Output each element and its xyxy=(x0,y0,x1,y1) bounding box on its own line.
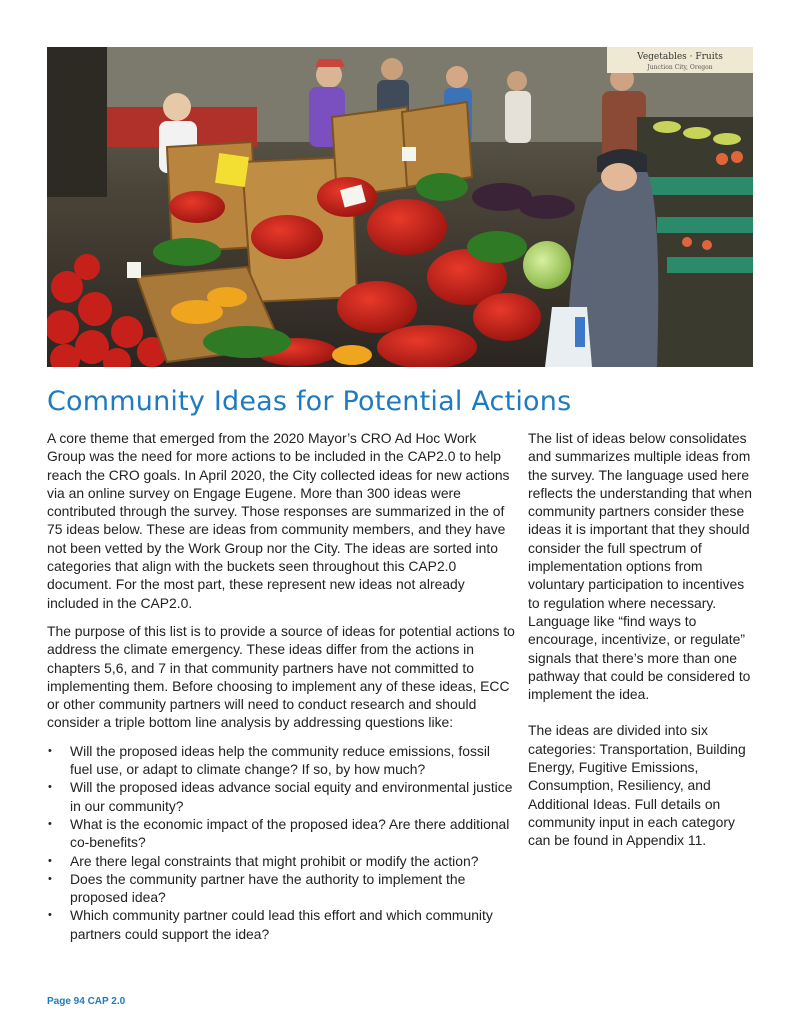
language-paragraph: The list of ideas below consolidates and summarizes multiple ideas from the survey. The language used here reflects the understanding that when community partners consider these ideas it is important that they should consider the full spectrum of implementation options from voluntary participation to incentives to regulation where necessary. Language like “find ways to encourage, incentivize, or regulate” signals that there’s more than one pathway that could be considered to implement the idea. xyxy=(528,430,752,703)
produce-sign-text: Vegetables · Fruits xyxy=(637,52,723,62)
hero-photo xyxy=(47,47,753,367)
categories-paragraph: The ideas are divided into six categories: Transportation, Building Energy, Fugitive Emissions, Consumption, Resiliency, and Additional Ideas. Full details on community input in each category can be found in Appendix 11. xyxy=(528,722,746,849)
question-item: • Will the proposed ideas advance social equity and environmental justice in our community? xyxy=(47,778,515,815)
question-item: • Which community partner could lead this effort and which community partners could support the idea? xyxy=(47,906,515,943)
page-heading: Community Ideas for Potential Actions xyxy=(47,386,572,417)
question-item: • Does the community partner have the authority to implement the proposed idea? xyxy=(47,870,515,907)
produce-sign-subtext: Junction City, Oregon xyxy=(647,64,713,71)
lettuce-head xyxy=(523,241,571,289)
question-list xyxy=(47,742,515,943)
right-column xyxy=(528,429,754,868)
page-footer: Page 94 CAP 2.0 xyxy=(47,996,126,1007)
left-column xyxy=(47,429,515,943)
question-item: • Will the proposed ideas help the community reduce emissions, fossil fuel use, or adapt to climate change? If so, by how much? xyxy=(47,742,515,779)
question-item: • What is the economic impact of the proposed idea? Are there additional co-benefits? xyxy=(47,815,515,852)
price-card xyxy=(215,153,249,187)
purpose-paragraph: The purpose of this list is to provide a source of ideas for potential actions to address the climate emergency. These ideas differ from the actions in chapters 5,6, and 7 in that community partners have not committed to implementing them. Before choosing to implement any of these ideas, ECC or other community partners will need to conduct research and should consider a triple bottom line analysis by addressing questions like: xyxy=(47,622,515,731)
farmers-market-illustration xyxy=(47,47,753,367)
intro-paragraph: A core theme that emerged from the 2020 Mayor’s CRO Ad Hoc Work Group was the need for more actions to be included in the CAP2.0 to help reach the CRO goals. In April 2020, the City collected ideas for new actions via an online survey on Engage Eugene. More than 300 ideas were contributed through the survey. Those responses are summarized in the of 75 ideas below. These are ideas from community members, and they have not been vetted by the Work Group nor the City. The ideas are sorted into categories that align with the buckets seen throughout this CAP2.0 document. For the most part, these represent new ideas not already included in the CAP2.0. xyxy=(47,430,510,611)
question-item: • Are there legal constraints that might prohibit or modify the action? xyxy=(47,852,515,870)
